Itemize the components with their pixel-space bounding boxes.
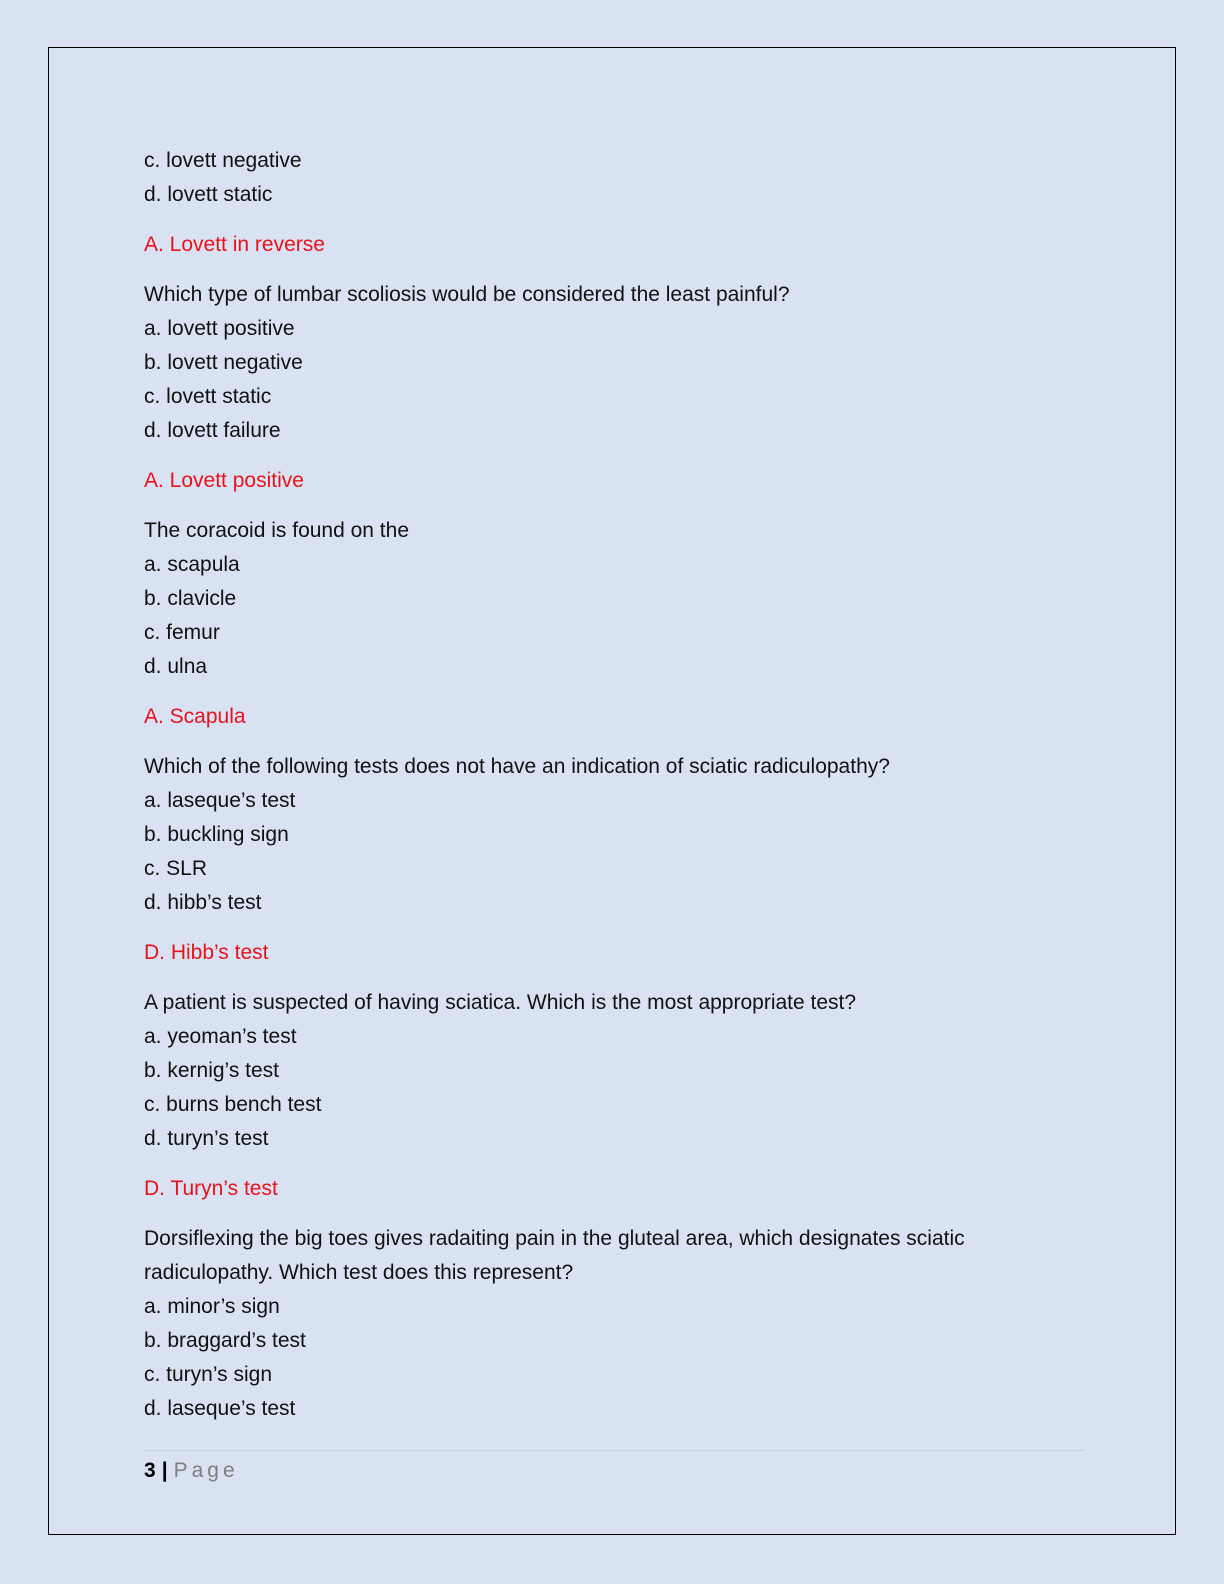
option-line: a. minor’s sign	[144, 1295, 280, 1318]
option-line: d. laseque’s test	[144, 1397, 296, 1420]
option-line: c. lovett negative	[144, 149, 302, 172]
answer-line: D. Hibb’s test	[144, 941, 269, 964]
option-line: c. lovett static	[144, 385, 272, 408]
option-line: d. turyn’s test	[144, 1127, 269, 1150]
option-line: c. SLR	[144, 857, 208, 880]
page-label: Page	[173, 1459, 239, 1482]
option-line: a. laseque’s test	[144, 789, 296, 812]
question-text: The coracoid is found on the	[144, 519, 410, 542]
question-text: Which type of lumbar scoliosis would be considered the least painful?	[144, 283, 790, 306]
option-line: b. clavicle	[144, 587, 237, 610]
footer-separator: |	[161, 1459, 168, 1482]
question-text-line-2: radiculopathy. Which test does this represent?	[144, 1261, 574, 1284]
option-line: d. lovett failure	[144, 419, 281, 442]
document-body	[144, 144, 1084, 1426]
option-line: d. lovett static	[144, 183, 273, 206]
option-line: a. lovett positive	[144, 317, 295, 340]
option-line: d. ulna	[144, 655, 208, 678]
answer-line: A. Lovett positive	[144, 469, 304, 492]
option-line: b. buckling sign	[144, 823, 289, 846]
option-line: c. turyn’s sign	[144, 1363, 272, 1386]
answer-line: A. Scapula	[144, 705, 246, 728]
page-footer	[144, 1456, 239, 1486]
footer-divider	[144, 1450, 1084, 1451]
option-line: b. kernig’s test	[144, 1059, 280, 1082]
option-line: b. braggard’s test	[144, 1329, 306, 1352]
option-line: a. yeoman’s test	[144, 1025, 297, 1048]
question-text: A patient is suspected of having sciatica. Which is the most appropriate test?	[144, 991, 857, 1014]
option-line: c. femur	[144, 621, 220, 644]
page-number: 3	[144, 1459, 156, 1482]
question-text: Which of the following tests does not have an indication of sciatic radiculopathy?	[144, 755, 890, 778]
option-line: d. hibb’s test	[144, 891, 262, 914]
answer-line: D. Turyn’s test	[144, 1177, 278, 1200]
question-text-line-1: Dorsiflexing the big toes gives radaiting pain in the gluteal area, which designates sciatic	[144, 1227, 965, 1250]
option-line: c. burns bench test	[144, 1093, 322, 1116]
option-line: b. lovett negative	[144, 351, 303, 374]
option-line: a. scapula	[144, 553, 240, 576]
answer-line: A. Lovett in reverse	[144, 233, 325, 256]
